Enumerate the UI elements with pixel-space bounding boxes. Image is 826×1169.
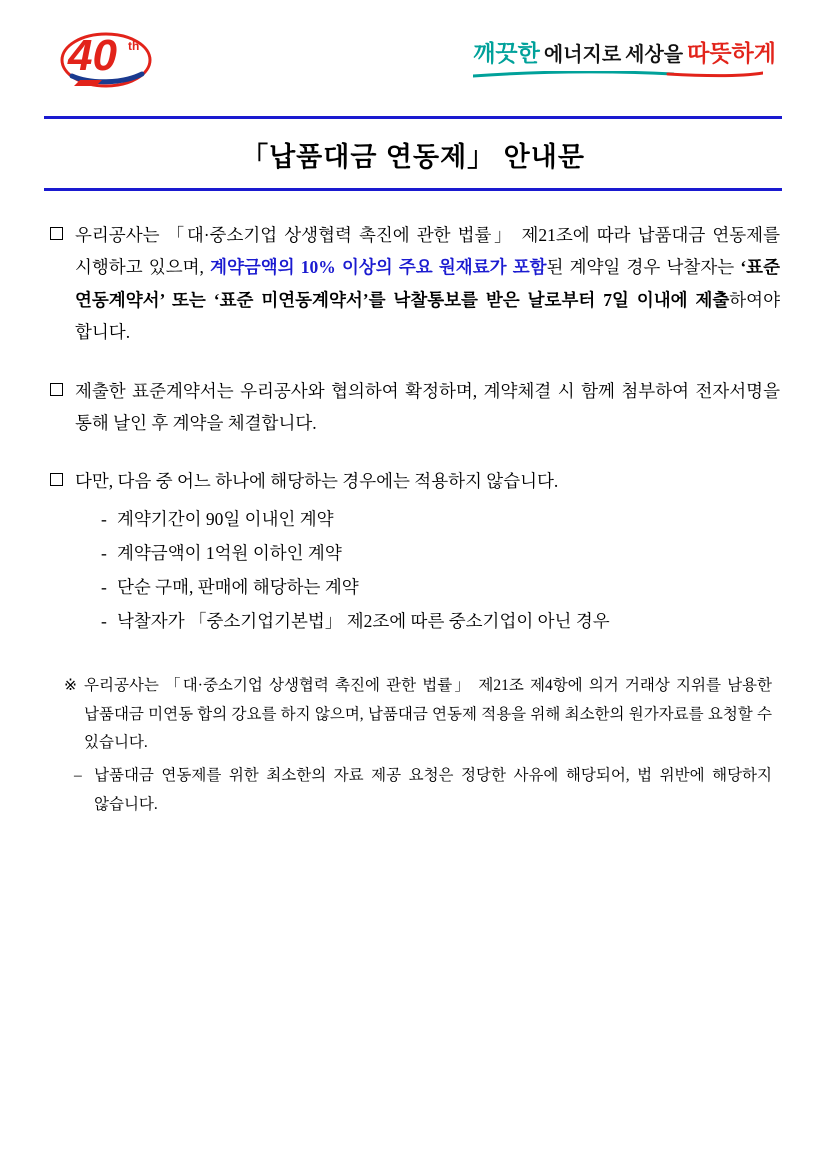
- checkbox-icon: [50, 473, 63, 486]
- dash-marker: -: [101, 611, 107, 631]
- title-block: [40, 116, 786, 191]
- list-item: [101, 604, 780, 638]
- clause-1-highlight: 계약금액의 10% 이상의 주요 원재료가 포함: [210, 257, 547, 278]
- clause-1-part-3: 된 계약일 경우 낙찰자는: [546, 257, 741, 278]
- dash-marker: -: [101, 508, 107, 529]
- note-row: [64, 672, 772, 758]
- clause-item: [50, 219, 780, 349]
- notes-section: [50, 672, 780, 819]
- list-item-label: 계약금액이 1억원 이하인 계약: [117, 542, 342, 563]
- clause-text: [75, 219, 780, 349]
- clause-item: [50, 375, 780, 440]
- clause-item: [50, 465, 780, 638]
- list-item-label: 낙찰자가 「중소기업기본법」 제2조에 따른 중소기업이 아닌 경우: [117, 611, 610, 631]
- clause-1-part-1: 우리공사는 「대·중소기업 상생협력 촉진에 관한 법률」 제21조에 따라 납품대금 연동제를 시행하고 있으며,: [75, 225, 780, 278]
- note-mark-reference: ※: [64, 677, 77, 695]
- svg-text:th: th: [128, 39, 140, 53]
- slogan-word-world: 세상을: [625, 43, 684, 66]
- clause-text: [75, 465, 780, 638]
- list-item-label: 계약기간이 90일 이내인 계약: [117, 508, 334, 529]
- company-slogan: [473, 35, 776, 78]
- slogan-word-warm: 따뜻하게: [687, 39, 776, 66]
- svg-text:40: 40: [68, 31, 117, 80]
- clause-3-lead: 다만, 다음 중 어느 하나에 해당하는 경우에는 적용하지 않습니다.: [75, 471, 559, 492]
- list-item: [101, 570, 780, 604]
- list-item-label: 단순 구매, 판매에 해당하는 계약: [117, 576, 359, 597]
- page-title: 「납품대금 연동제」 안내문: [241, 142, 585, 172]
- clause-1-bold: ‘표준 연동계약서’ 또는 ‘표준 미연동계약서’를 낙찰통보를 받은 날로부터 7일 이내에 제출: [75, 257, 780, 310]
- list-item: [101, 536, 780, 570]
- document-header: [40, 0, 786, 100]
- document-body: [40, 191, 786, 819]
- clause-1-part-5: 하여야 합니다.: [75, 289, 780, 343]
- note-row: [64, 762, 772, 819]
- note-text: 우리공사는 「대·중소기업 상생협력 촉진에 관한 법률」 제21조 제4항에 의거 거래상 지위를 남용한 납품대금 미연동 합의 강요를 하지 않으며, 납품대금 연동제 적용을 위해 최소한의 원가자료를 요청할 수 있습니다.: [84, 677, 772, 752]
- note-mark-dash: –: [74, 767, 82, 785]
- clause-text: 제출한 표준계약서는 우리공사와 협의하여 확정하며, 계약체결 시 함께 첨부하여 전자서명을 통해 날인 후 계약을 체결합니다.: [75, 380, 780, 433]
- 40th-anniversary-logo: [50, 20, 170, 92]
- slogan-word-energy: 에너지로: [543, 43, 622, 66]
- checkbox-icon: [50, 227, 63, 240]
- list-item: [101, 502, 780, 536]
- slogan-word-clean: 깨끗한: [473, 39, 540, 66]
- dash-marker: -: [101, 542, 107, 563]
- checkbox-icon: [50, 383, 63, 396]
- exception-list: [75, 502, 780, 639]
- dash-marker: -: [101, 576, 107, 597]
- slogan-underline-swoosh: [473, 71, 763, 78]
- note-text: 납품대금 연동제를 위한 최소한의 자료 제공 요청은 정당한 사유에 해당되어, 법 위반에 해당하지 않습니다.: [94, 767, 772, 813]
